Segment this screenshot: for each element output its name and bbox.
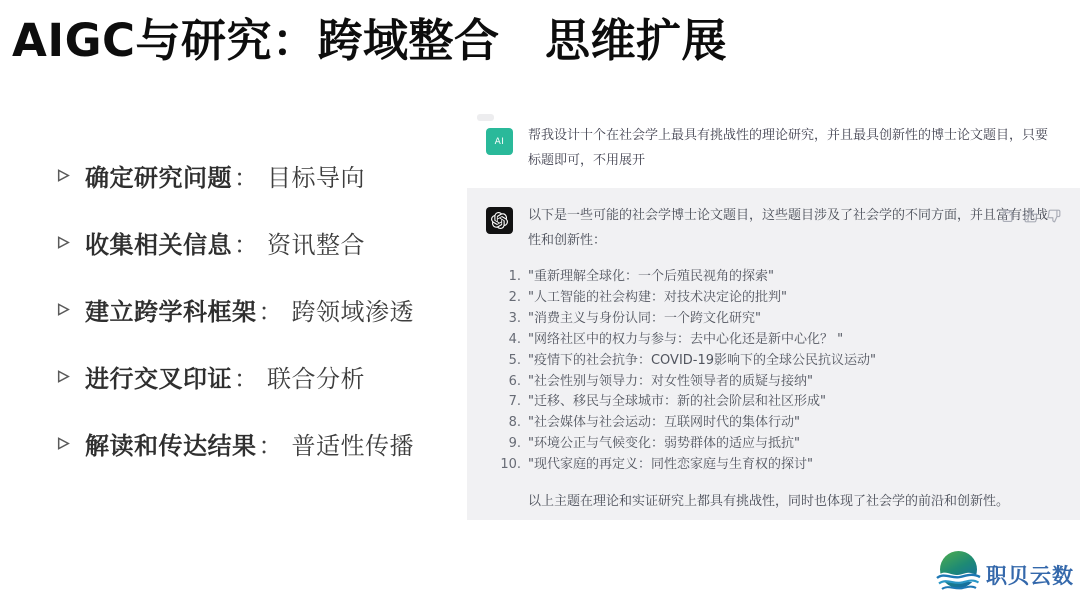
item-text: "消费主义与身份认同：一个跨文化研究": [528, 310, 761, 326]
item-text: "重新理解全球化：一个后殖民视角的探索": [528, 269, 774, 284]
item-number: 9.: [508, 436, 521, 452]
thumb-up-icon[interactable]: [1024, 209, 1038, 223]
thesis-title-item: [495, 351, 876, 372]
arrow-bullet-icon: [56, 368, 72, 384]
user-message: [486, 123, 1052, 173]
thesis-title-item: [495, 392, 876, 413]
step-colon: ：: [234, 163, 258, 192]
brand-name: 职贝云数: [986, 564, 1074, 588]
process-step: [56, 359, 414, 393]
user-avatar: [486, 128, 513, 155]
arrow-bullet-icon: [56, 435, 72, 451]
thumb-down-icon[interactable]: [1047, 209, 1061, 223]
item-text: "迁移、移民与全球城市：新的社会阶层和社区形成": [528, 394, 826, 410]
step-colon: ：: [234, 364, 258, 393]
step-value: 普适性传播: [291, 431, 414, 460]
item-text: "疫情下的社会抗争：COVID-19影响下的全球公民抗议运动": [528, 352, 877, 368]
previous-message-remnant: [477, 114, 494, 121]
item-text: "人工智能的社会构建：对技术决定论的批判": [528, 289, 787, 305]
thesis-title-item: [495, 309, 876, 330]
step-label: 进行交叉印证: [85, 364, 232, 393]
process-steps-list: [56, 158, 414, 493]
item-number: 8.: [508, 415, 521, 431]
thesis-title-item: [495, 455, 876, 476]
process-step: [56, 225, 414, 259]
step-label: 收集相关信息: [85, 230, 232, 259]
user-message-text: 帮我设计十个在社会学上最具有挑战性的理论研究，并且最具创新性的博士论文题目，只要标题即可，不用展开: [528, 128, 1049, 168]
thesis-title-item: [495, 413, 876, 434]
item-number: 4.: [508, 331, 521, 347]
step-value: 跨领域渗透: [291, 297, 414, 326]
thesis-title-item: [495, 288, 876, 309]
item-number: 1.: [508, 269, 521, 284]
item-text: "环境公正与气候变化：弱势群体的适应与抵抗": [528, 436, 800, 452]
copy-icon[interactable]: [1001, 209, 1015, 223]
step-value: 联合分析: [267, 364, 365, 393]
step-label: 建立跨学科框架: [85, 297, 257, 326]
thesis-title-item: [495, 434, 876, 455]
item-text: "社会媒体与社会运动：互联网时代的集体行动": [528, 415, 800, 431]
process-step: [56, 158, 414, 192]
process-step: [56, 292, 414, 326]
assistant-message-panel: [467, 188, 1080, 520]
assistant-closing-text: 以上主题在理论和实证研究上都具有挑战性，同时也体现了社会学的前沿和创新性。: [528, 494, 1010, 509]
message-actions: [1001, 209, 1061, 223]
thesis-title-list: [495, 267, 876, 476]
step-label: 确定研究问题: [85, 163, 232, 192]
item-number: 6.: [508, 373, 521, 389]
item-number: 10.: [500, 457, 521, 473]
step-colon: ：: [258, 297, 283, 326]
brand-logo: [934, 548, 1074, 602]
step-colon: ：: [234, 230, 258, 259]
arrow-bullet-icon: [56, 167, 72, 183]
item-text: "现代家庭的再定义：同性恋家庭与生育权的探讨": [528, 457, 813, 473]
step-colon: ：: [258, 431, 283, 460]
thesis-title-item: [495, 372, 876, 393]
user-avatar-label: AI: [494, 136, 505, 147]
thesis-title-item: [495, 330, 876, 351]
step-value: 资讯整合: [267, 230, 365, 259]
arrow-bullet-icon: [56, 234, 72, 250]
step-label: 解读和传达结果: [85, 431, 257, 460]
thesis-title-item: [495, 267, 876, 288]
item-number: 5.: [508, 352, 521, 368]
item-number: 7.: [508, 394, 521, 410]
item-number: 3.: [508, 310, 521, 326]
item-number: 2.: [508, 289, 521, 305]
item-text: "网络社区中的权力与参与：去中心化还是新中心化？ ": [528, 331, 844, 347]
item-text: "社会性别与领导力：对女性领导者的质疑与接纳": [528, 373, 813, 389]
process-step: [56, 426, 414, 460]
openai-logo-icon: [486, 207, 513, 234]
arrow-bullet-icon: [56, 301, 72, 317]
step-value: 目标导向: [267, 163, 365, 192]
page-title: AIGC与研究：跨域整合 思维扩展: [12, 14, 728, 67]
wave-globe-logo-icon: [934, 548, 983, 602]
assistant-intro-text: 以下是一些可能的社会学博士论文题目，这些题目涉及了社会学的不同方面，并且富有挑战性和创新性：: [528, 208, 1049, 248]
